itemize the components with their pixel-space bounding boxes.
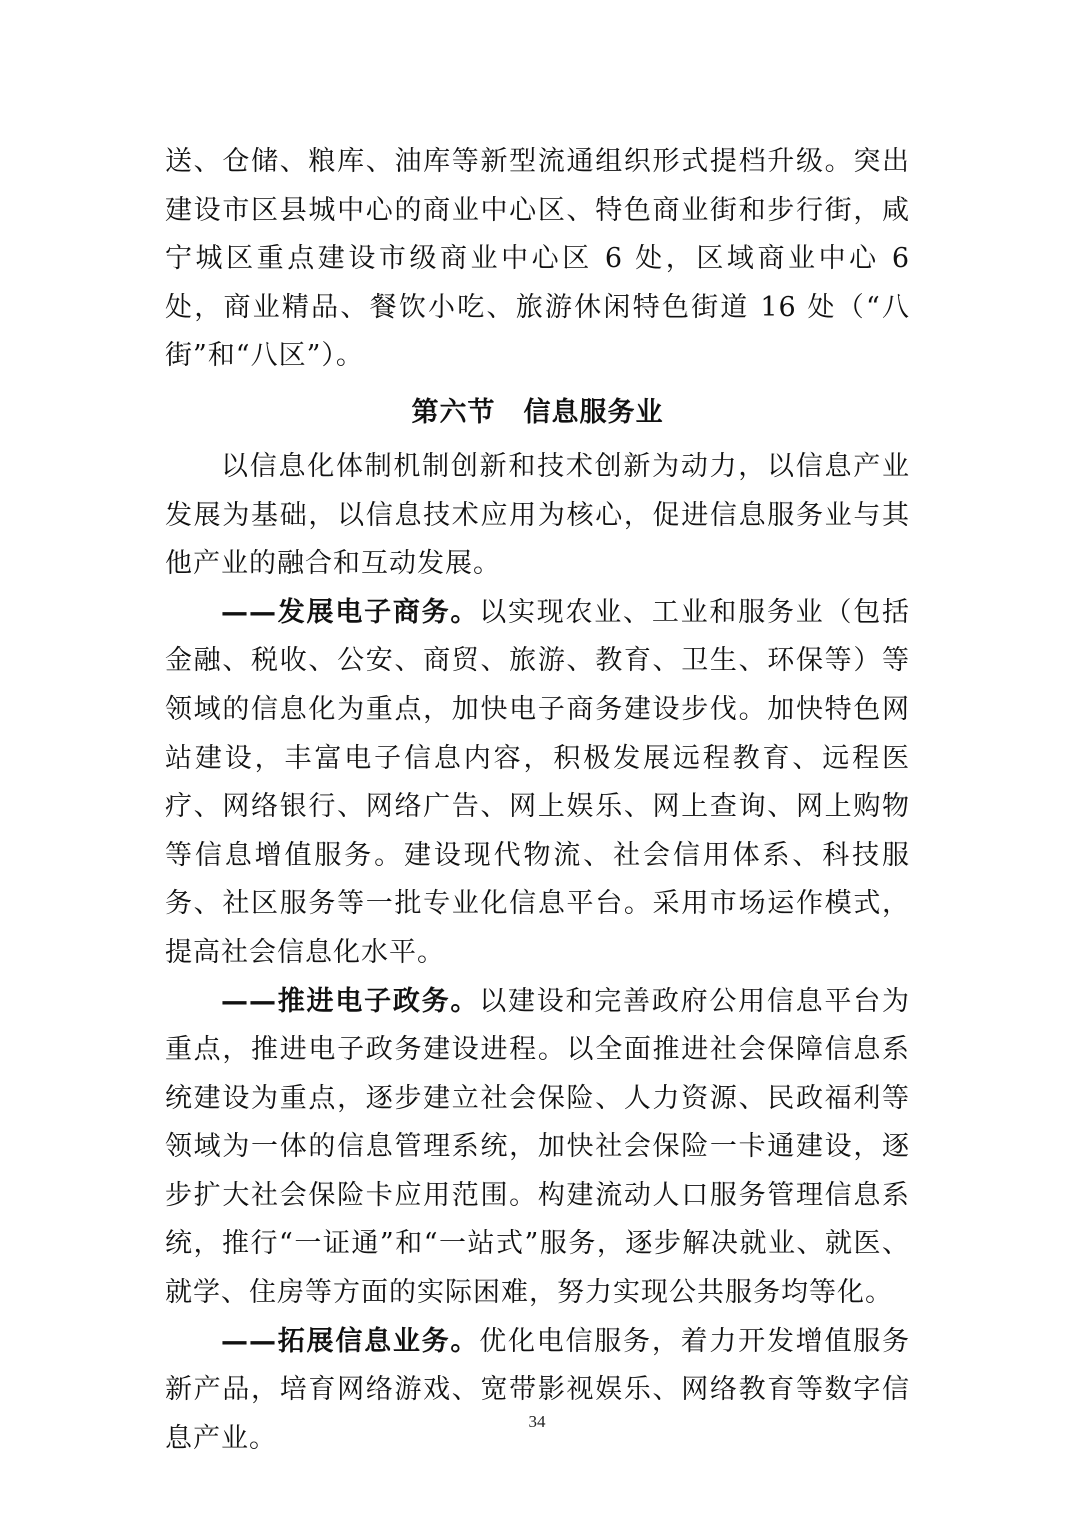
item-lead: ——发展电子商务。 <box>221 596 480 628</box>
item-body: 以实现农业、工业和服务业（包括金融、税收、公安、商贸、旅游、教育、卫生、环保等）等领域的信息化为重点，加快电子商务建设步伐。加快特色网站建设，丰富电子信息内容，积极发展远程教育、远程医疗、网络银行、网络广告、网上娱乐、网上查询、网上购物等信息增值服务。建设现代物流、社会信用体系、科技服务、社区服务等一批专业化信息平台。采用市场运作模式，提高社会信息化水平。 <box>165 596 911 968</box>
intro-paragraph: 以信息化体制机制创新和技术创新为动力，以信息产业发展为基础，以信息技术应用为核心，促进信息服务业与其他产业的融合和互动发展。 <box>165 450 910 580</box>
item-lead: ——推进电子政务。 <box>221 985 480 1017</box>
page-number: 34 <box>528 1412 546 1431</box>
item-body: 以建设和完善政府公用信息平台为重点，推进电子政务建设进程。以全面推进社会保障信息系统建设为重点，逐步建立社会保险、人力资源、民政福利等领域为一体的信息管理系统，加快社会保险一卡通建设，逐步扩大社会保险卡应用范围。构建流动人口服务管理信息系统，推行“一证通”和“一站式”服务，逐步解决就业、就医、就学、住房等方面的实际困难，努力实现公共服务均等化。 <box>165 985 911 1309</box>
item-lead: ——拓展信息业务。 <box>221 1325 480 1357</box>
section-title: 第六节 信息服务业 <box>411 396 664 428</box>
item-paragraph-egovernment <box>165 978 910 1318</box>
item-body: 优化电信服务，着力开发增值服务新产品，培育网络游戏、宽带影视娱乐、网络教育等数字信息产业。 <box>165 1325 911 1454</box>
continuation-paragraph: 送、仓储、粮库、油库等新型流通组织形式提档升级。突出建设市区县城中心的商业中心区、特色商业街和步行街，咸宁城区重点建设市级商业中心区 6 处，区域商业中心 6 处，商业精品、餐饮小吃、旅游休闲特色街道 16 处（“八街”和“八区”）。 <box>165 146 910 372</box>
item-paragraph-ecommerce <box>165 589 910 978</box>
item-paragraph-info-business <box>165 1318 910 1464</box>
document-body <box>165 138 910 1463</box>
